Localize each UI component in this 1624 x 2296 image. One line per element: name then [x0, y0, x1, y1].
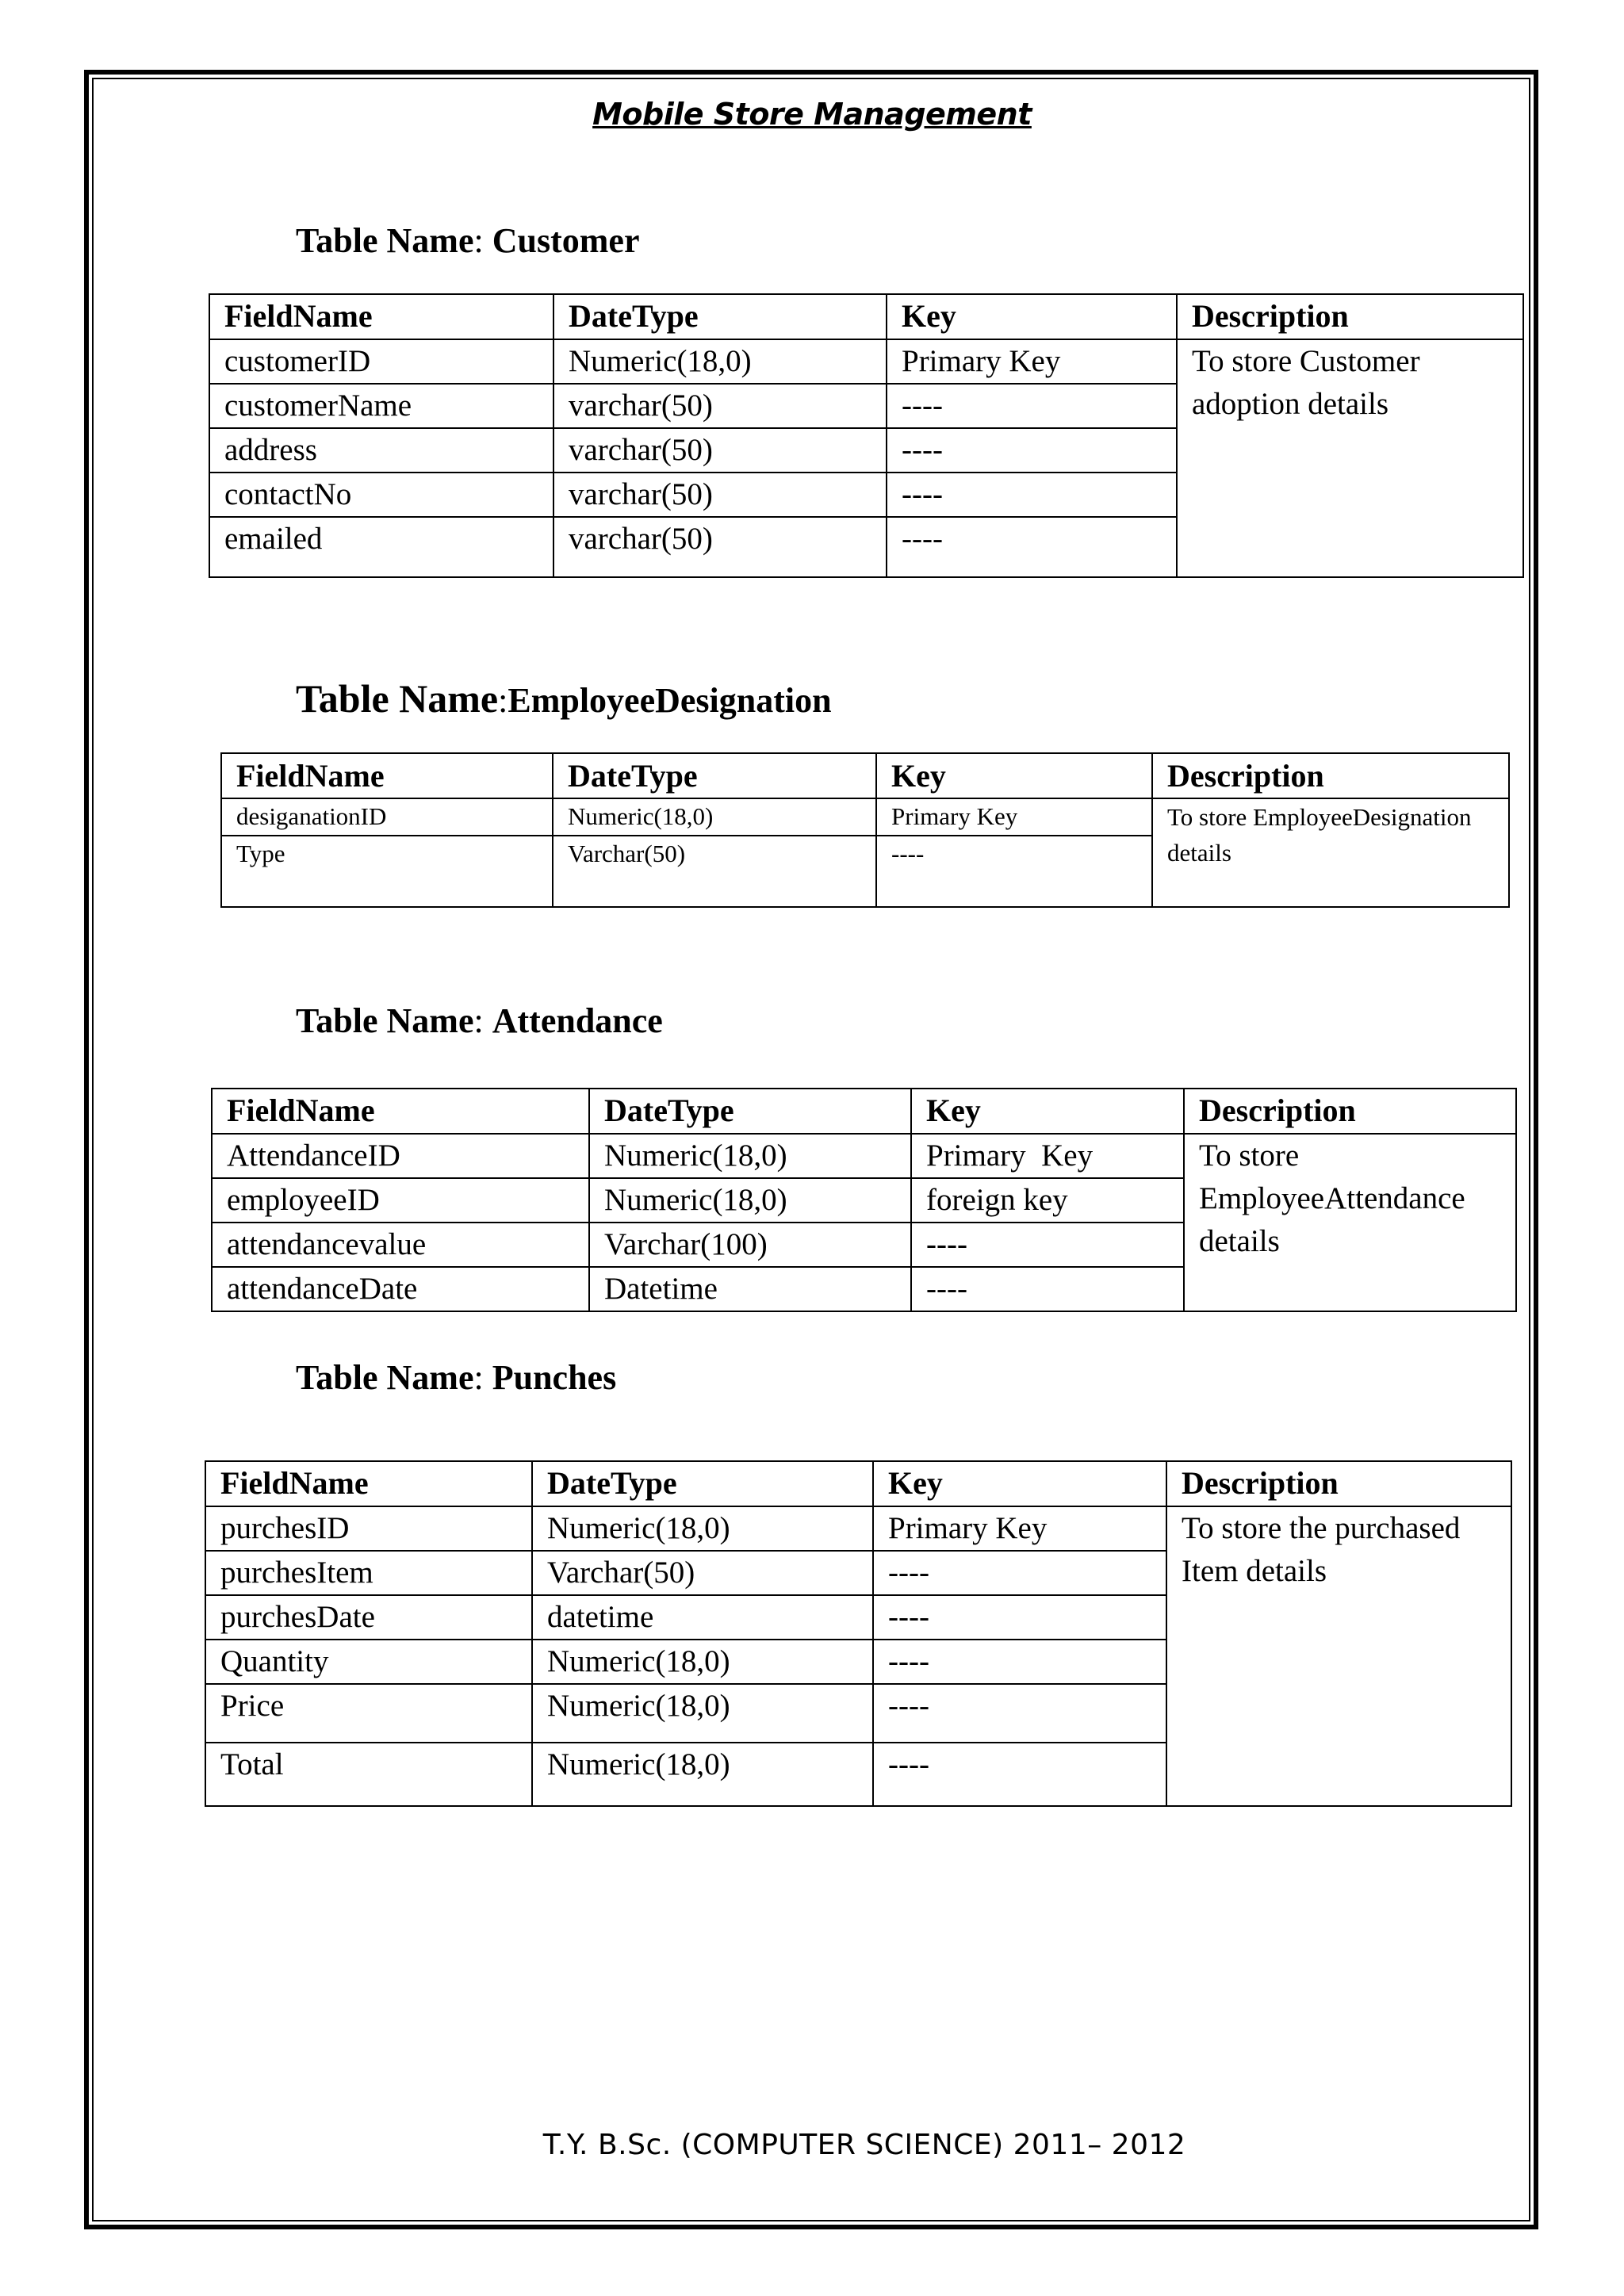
table-name-value: Punches	[492, 1358, 617, 1397]
table-name-attendance	[296, 1001, 663, 1041]
cell-type: Numeric(18,0)	[532, 1640, 873, 1684]
table-name-label: Table Name	[296, 1358, 474, 1397]
cell-field: purchesID	[205, 1506, 532, 1551]
cell-type: Numeric(18,0)	[532, 1743, 873, 1806]
cell-type: varchar(50)	[553, 384, 887, 428]
header-fieldname: FieldName	[221, 753, 553, 798]
table-name-value: Attendance	[492, 1001, 663, 1040]
header-key: Key	[887, 294, 1177, 339]
table-name-colon: :	[498, 681, 508, 720]
header-key: Key	[873, 1461, 1166, 1506]
cell-key: ----	[887, 428, 1177, 473]
header-datetype: DateType	[532, 1461, 873, 1506]
cell-key: ----	[873, 1595, 1166, 1640]
table-row	[212, 1134, 1516, 1178]
header-datetype: DateType	[553, 294, 887, 339]
cell-field: Total	[205, 1743, 532, 1806]
cell-key: Primary Key	[876, 798, 1152, 836]
table-name-label: Table Name	[296, 221, 474, 260]
cell-type: Numeric(18,0)	[589, 1178, 911, 1223]
table-name-colon: :	[473, 221, 492, 260]
cell-key: Primary Key	[887, 339, 1177, 384]
cell-key: ----	[873, 1551, 1166, 1595]
cell-key: Primary Key	[911, 1134, 1184, 1178]
cell-field: desiganationID	[221, 798, 553, 836]
employeedesignation-table	[220, 752, 1510, 908]
header-fieldname: FieldName	[205, 1461, 532, 1506]
header-row	[221, 753, 1509, 798]
header-fieldname: FieldName	[209, 294, 553, 339]
cell-key: ----	[876, 836, 1152, 907]
header-fieldname: FieldName	[212, 1089, 589, 1134]
cell-field: AttendanceID	[212, 1134, 589, 1178]
cell-field: purchesItem	[205, 1551, 532, 1595]
cell-field: Type	[221, 836, 553, 907]
cell-type: varchar(50)	[553, 473, 887, 517]
header-row	[212, 1089, 1516, 1134]
table-name-value: Customer	[492, 221, 640, 260]
cell-type: Varchar(50)	[553, 836, 876, 907]
table-name-colon: :	[473, 1358, 492, 1397]
cell-key: Primary Key	[873, 1506, 1166, 1551]
cell-field: purchesDate	[205, 1595, 532, 1640]
document-title: Mobile Store Management	[592, 97, 1032, 132]
cell-field: customerID	[209, 339, 553, 384]
header-key: Key	[911, 1089, 1184, 1134]
cell-type: Numeric(18,0)	[532, 1506, 873, 1551]
header-row	[205, 1461, 1511, 1506]
cell-type: Numeric(18,0)	[553, 339, 887, 384]
table-name-label: Table Name	[296, 676, 499, 721]
cell-field: employeeID	[212, 1178, 589, 1223]
cell-description: To store the purchased Item details	[1166, 1506, 1511, 1806]
cell-type: Numeric(18,0)	[532, 1684, 873, 1743]
cell-field: attendanceDate	[212, 1267, 589, 1311]
page-footer: T.Y. B.Sc. (COMPUTER SCIENCE) 2011– 2012	[542, 2129, 1186, 2161]
cell-type: Numeric(18,0)	[553, 798, 876, 836]
header-datetype: DateType	[553, 753, 876, 798]
cell-key: ----	[887, 473, 1177, 517]
cell-field: Price	[205, 1684, 532, 1743]
header-row	[209, 294, 1523, 339]
cell-type: Varchar(100)	[589, 1223, 911, 1267]
cell-field: Quantity	[205, 1640, 532, 1684]
attendance-table	[211, 1088, 1517, 1312]
cell-field: address	[209, 428, 553, 473]
cell-type: Varchar(50)	[532, 1551, 873, 1595]
cell-type: Numeric(18,0)	[589, 1134, 911, 1178]
cell-key: ----	[873, 1640, 1166, 1684]
cell-field: customerName	[209, 384, 553, 428]
cell-type: varchar(50)	[553, 517, 887, 577]
cell-key: ----	[887, 384, 1177, 428]
header-description: Description	[1152, 753, 1509, 798]
cell-description: To store Customer adoption details	[1177, 339, 1523, 577]
cell-description: To store EmployeeDesignation details	[1152, 798, 1509, 907]
table-row	[205, 1506, 1511, 1551]
table-name-value: EmployeeDesignation	[508, 681, 832, 720]
cell-key: ----	[911, 1267, 1184, 1311]
cell-field: contactNo	[209, 473, 553, 517]
table-name-punches	[296, 1357, 616, 1398]
header-description: Description	[1184, 1089, 1516, 1134]
header-description: Description	[1166, 1461, 1511, 1506]
cell-key: ----	[873, 1684, 1166, 1743]
cell-type: Datetime	[589, 1267, 911, 1311]
header-datetype: DateType	[589, 1089, 911, 1134]
cell-description: To store EmployeeAttendance details	[1184, 1134, 1516, 1311]
cell-field: emailed	[209, 517, 553, 577]
punches-table	[205, 1460, 1512, 1807]
cell-field: attendancevalue	[212, 1223, 589, 1267]
header-description: Description	[1177, 294, 1523, 339]
cell-key: ----	[887, 517, 1177, 577]
cell-type: datetime	[532, 1595, 873, 1640]
cell-key: ----	[873, 1743, 1166, 1806]
table-row	[209, 339, 1523, 384]
cell-type: varchar(50)	[553, 428, 887, 473]
table-name-employeedesignation	[296, 675, 832, 721]
cell-key: ----	[911, 1223, 1184, 1267]
header-key: Key	[876, 753, 1152, 798]
table-row	[221, 798, 1509, 836]
table-name-customer	[296, 220, 639, 261]
cell-key: foreign key	[911, 1178, 1184, 1223]
table-name-colon: :	[473, 1001, 492, 1040]
customer-table	[209, 293, 1524, 578]
table-name-label: Table Name	[296, 1001, 474, 1040]
